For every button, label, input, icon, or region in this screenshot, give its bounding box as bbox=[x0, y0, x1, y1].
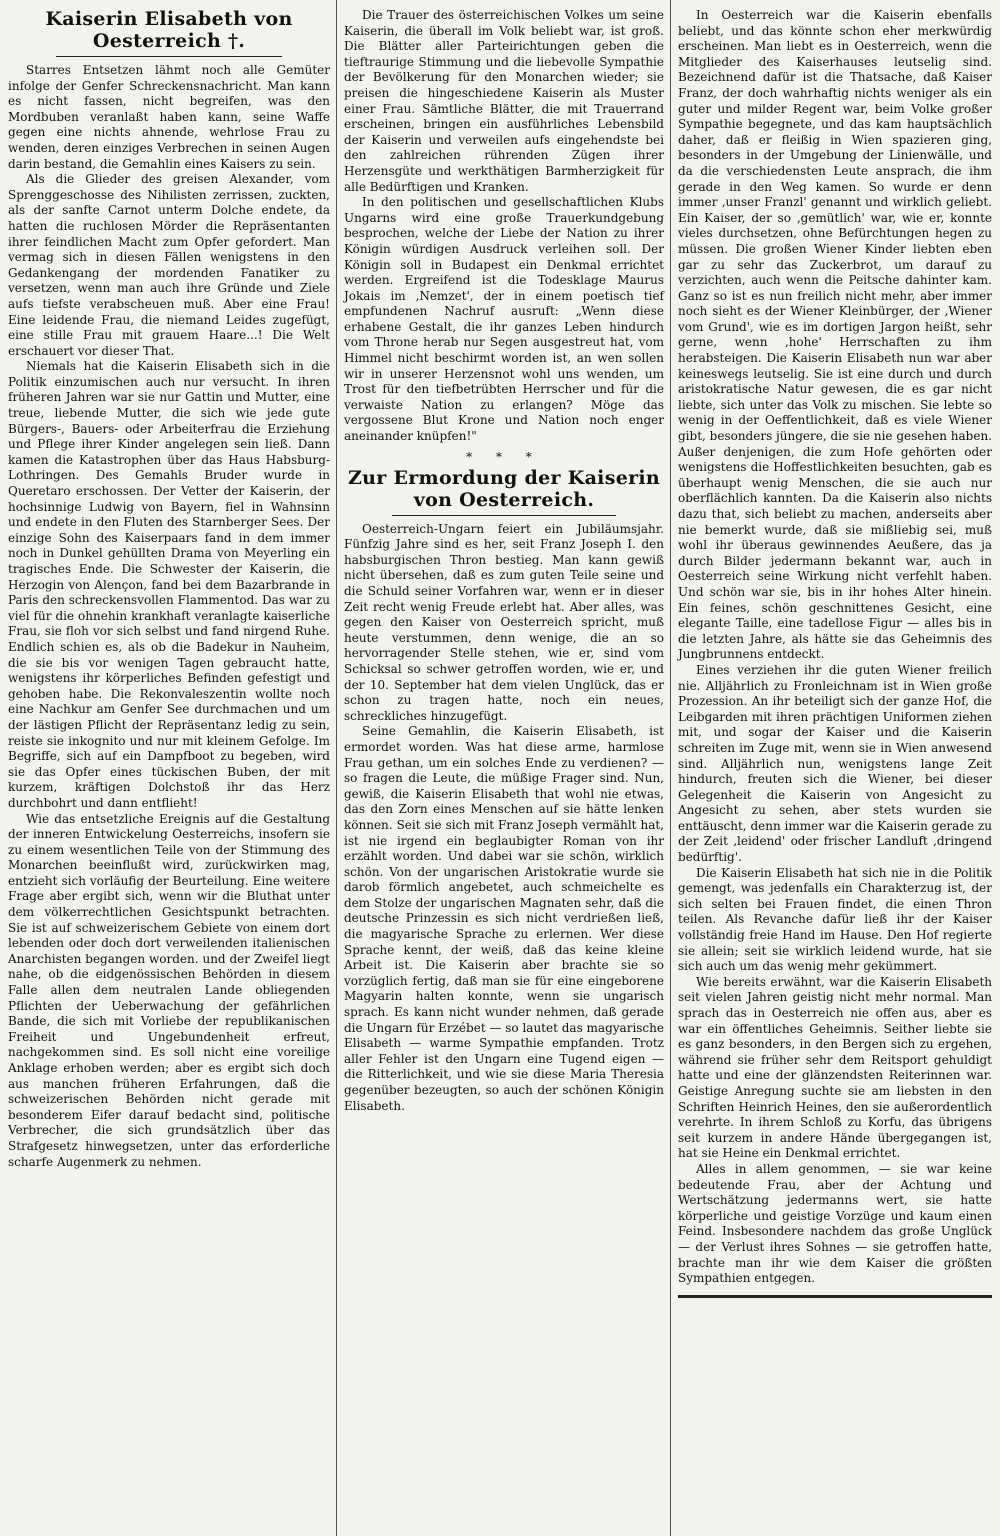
article-1-paragraph: Niemals hat die Kaiserin Elisabeth sich in die Politik einzumischen auch nur versucht. In ihren früheren Jahren war sie nur Gattin und Mutter, eine treue, liebende Mutter, die sich wie jede gute Bürgers-, Bauers- oder Arbeiterfrau die Erziehung und Pflege ihrer Kinder angelegen sein ließ. Dann kamen die Katastrophen über das Haus Habsburg-Lothringen. Des Gemahls Bruder wurde in Queretaro erschossen. Der Vetter der Kaiserin, der hochsinnige Ludwig von Bayern, fiel in Wahnsinn und endete in den Fluten des Starnberger Sees. Der einzige Sohn des Kaiserpaars fand in dem immer noch in Dunkel gehüllten Drama von Meyerling ein tragisches Ende. Die Schwester der Kaiserin, die Herzogin von Alençon, fand bei dem Bazarbrande in Paris den schreckensvollen Flammentod. Das war zu viel für die ohnehin krankhaft veranlagte kaiserliche Frau, sie floh vor sich selbst und fand nirgend Ruhe. Endlich schien es, als ob die Badekur in Nauheim, die sie bis vor wenigen Tagen gebraucht hatte, wenigstens ihr körperliches Befinden gefestigt und gehoben habe. Die Rekonvaleszentin wollte noch eine Nachkur am Genfer See durchmachen und um der lästigen Pflicht der Repräsentanz ledig zu sein, reiste sie inkognito und nur mit kleinem Gefolge. Im Begriffe, sich auf ein Dampfboot zu begeben, wird sie das Opfer eines tückischen Buben, der mit kurzem, kräftigen Dolchstoß ihr das Herz durchbohrt und dann entflieht! bbox=[8, 359, 330, 810]
article-1-paragraph: Wie das entsetzliche Ereignis auf die Gestaltung der inneren Entwickelung Oesterreichs, insofern sie zu einem wesentlichen Teile von der Stimmung des Monarchen beeinflußt wird, zurückwirken mag, entzieht sich vorläufig der Beurteilung. Eine weitere Frage aber ergibt sich, wenn wir die Bluthat unter dem völkerrechtlichen Gesichtspunkt betrachten. Sie ist auf schweizerischem Gebiete von einem dort lebenden oder doch dort verweilenden italienischen Anarchisten begangen worden. und der Zweifel liegt nahe, ob die eidgenössischen Behörden in diesem Falle allen dem neutralen Lande obliegenden Pflichten der Ueberwachung der gefährlichen Bande, die sich mit Vorliebe der republikanischen Freiheit und Ungebundenheit erfreut, nachgekommen sind. Es soll nicht eine voreilige Anklage erhoben werden; aber es ergibt sich doch aus manchen früheren Erfahrungen, daß die schweizerischen Behörden nicht gerade mit besonderem Eifer darauf bedacht sind, politische Verbrecher, die sich grundsätzlich über das Strafgesetz hinwegsetzen, unter das erforderliche scharfe Augenmerk zu nehmen. bbox=[8, 811, 330, 1169]
section-separator: * * * bbox=[466, 449, 542, 464]
article-2-paragraph: In Oesterreich war die Kaiserin ebenfalls beliebt, und das könnte schon eher merkwürdig erscheinen. Man liebt es in Oesterreich, wenn die Mitglieder des Kaiserhauses leutselig sind. Bezeichnend dafür ist die Thatsache, daß Kaiser Franz, der doch wahrhaftig nichts weniger als ein guter und milder Regent war, beim Volke großer Sympathie begegnete, und das kam hauptsächlich daher, daß er fleißig in Wien spazieren ging, besonders in der Umgebung der Linienwälle, und da die verschiedensten Leute ansprach, die ihm gerade in den Weg kamen. So wurde er denn immer ‚unser Franzl' genannt und wirklich geliebt. Ein Kaiser, der so ‚gemütlich' war, wie er, konnte vieles durchsetzen, ohne Befürchtungen hegen zu müssen. Die großen Wiener Kinder liebten eben gar zu sehr das Zuckerbrot, um darauf zu verzichten, auch wenn die Peitsche dahinter kam. Ganz so ist es nun freilich nicht mehr, aber immer noch sieht es der Wiener Kleinbürger, der ‚Wiener vom Grund', wie es im dortigen Jargon heißt, sehr gerne, wenn ‚hohe' Herrschaften zu ihm herabsteigen. Die Kaiserin Elisabeth nun war aber keineswegs leutselig. Sie ist eine durch und durch aristokratische Natur gewesen, die es gar nicht liebte, sich unter das Volk zu mischen. Sie lebte so wenig in der Oeffentlichkeit, daß es viele Wiener gibt, besonders jüngere, die sie nie gesehen haben. Außer denjenigen, die zum Hofe gehörten oder wenigstens die Hoffestlichkeiten besuchten, gab es überhaupt wenig Menschen, die sie auch nur oberflächlich kannten. Da die Kaiserin also nichts dazu that, sich beliebt zu machen, anderseits aber nie bemerkt wurde, daß sie mißliebig sei, muß wohl ihr überaus gewinnendes Aeußere, das ja durch Bilder jedermann bekannt war, auch in Oesterreich seine Wirkung nicht verfehlt haben. Und schön war sie, bis in ihr hohes Alter hinein. Ein feines, schön geschnittenes Gesicht, eine elegante Taille, eine tadellose Figur — alles bis in die letzten Jahre, als hätte sie das Geheimnis des Jungbrunnens entdeckt. bbox=[678, 8, 992, 662]
column-1 bbox=[2, 8, 336, 1532]
article-2-paragraph: Die Kaiserin Elisabeth hat sich nie in die Politik gemengt, was jedenfalls ein Charakterzug ist, der sich selten bei Frauen findet, die einen Thron teilen. Als Revanche dafür ließ ihr der Kaiser vollständig freie Hand im Hause. Den Hof regierte sie allein; seit sie wirklich leidend wurde, hat sie sich auch um das wenig mehr gekümmert. bbox=[678, 865, 992, 974]
title-rule bbox=[56, 56, 281, 57]
article-2-paragraph: Wie bereits erwähnt, war die Kaiserin Elisabeth seit vielen Jahren geistig nicht mehr normal. Man sprach das in Oesterreich nie offen aus, aber es war ein öffentliches Geheimnis. Seither liebte sie es ganz besonders, in den Bergen sich zu ergehen, während sie früher sehr dem Reitsport gehuldigt hatte und eine der glänzendsten Reiterinnen war. Geistige Anregung suchte sie am liebsten in den Schriften Heinrich Heines, den sie außerordentlich verehrte. In ihrem Schloß zu Korfu, das übrigens seit kurzem in andere Hände übergegangen ist, hat sie Heine ein Denkmal errichtet. bbox=[678, 974, 992, 1161]
article-1-paragraph: Die Trauer des österreichischen Volkes um seine Kaiserin, die überall im Volk beliebt war, ist groß. Die Blätter aller Parteirichtungen geben die tieftraurige Stimmung und die liebevolle Sympathie der Bevölkerung für den Monarchen wieder; sie preisen die hingeschiedene Kaiserin als Muster einer Frau. Sämtliche Blätter, die mit Trauerrand erscheinen, bringen ein ausführliches Lebensbild der Kaiserin und verweilen aufs eingehendste bei den zahlreichen rührenden Zügen ihrer Herzensgüte und werkthätigen Barmherzigkeit für alle Bedürftigen und Kranken. bbox=[344, 8, 664, 194]
article-1-title: Kaiserin Elisabeth von Oesterreich †. bbox=[45, 8, 293, 52]
article-2-paragraph: Seine Gemahlin, die Kaiserin Elisabeth, ist ermordet worden. Was hat diese arme, harmlose Frau gethan, um ein solches Ende zu verdienen? — so fragen die Leute, die müßige Frager sind. Nun, gewiß, die Kaiserin Elisabeth that wohl nie etwas, das den Zorn eines Menschen auf sie hätte lenken können. Seit sie sich mit Franz Joseph vermählt hat, ist nie irgend ein beglaubigter Roman von ihr erzählt worden. Und dabei war sie schön, wirklich schön. Von der ungarischen Aristokratie wurde sie darob förmlich angebetet, auch schmeichelte es dem Stolze der ungarischen Magnaten sehr, daß die deutsche Prinzessin es sich nicht verdrießen ließ, die magyarische Sprache zu erlernen. Wer diese Sprache kennt, der weiß, daß das keine kleine Arbeit ist. Die Kaiserin aber brachte sie so vorzüglich fertig, daß man sie für eine eingeborene Magyarin halten konnte, wenn sie ungarisch sprach. Es kann nicht wunder nehmen, daß gerade die Ungarn für Erzébet — so lautet das magyarische Elisabeth — warme Sympathie empfanden. Trotz aller Fehler ist den Ungarn eine Tugend eigen — die Ritterlichkeit, und wie sie diese Maria Theresia gegenüber bezeugten, so auch der schönen Königin Elisabeth. bbox=[344, 724, 664, 1113]
article-1-paragraph: Als die Glieder des greisen Alexander, vom Sprenggeschosse des Nihilisten zerrissen, zuckten, als der sanfte Carnot unterm Dolche endete, da hatten die ruchlosen Mörder die Repräsentanten ihrer feindlichen Macht zum Opfer gefordert. Man vermag sich in diesen Fällen wenigstens in den Gedankengang der mordenden Fanatiker zu versetzen, wenn man auch ihre Gründe und Ziele aufs tiefste verabscheuen muß. Aber eine Frau! Eine leidende Frau, die niemand Leides zugefügt, eine stille Frau mit grauem Haare...! Die Welt erschauert vor dieser That. bbox=[8, 172, 330, 358]
article-2-title: Zur Ermordung der Kaiserin von Oesterreich. bbox=[347, 466, 661, 511]
article-2-paragraph: Oesterreich-Ungarn feiert ein Jubiläumsjahr. Fünfzig Jahre sind es her, seit Franz Joseph I. den habsburgischen Thron bestieg. Man kann gewiß nicht übersehen, daß es zum guten Teile seine und die Schuld seiner Vorfahren war, wenn er in dieser Zeit recht wenig Freude erlebt hat. Aber alles, was gegen den Kaiser von Oesterreich spricht, muß heute verstummen, denn wenige, die an so hervorragender Stelle stehen, wie er, sind vom Schicksal so schwer getroffen worden, wie er, und der 10. September hat dem vielen Unglück, das er schon zu tragen hatte, noch ein neues, schreckliches hinzugefügt. bbox=[344, 521, 664, 723]
article-1-paragraph: Starres Entsetzen lähmt noch alle Gemüter infolge der Genfer Schreckensnachricht. Man kann es nicht fassen, nicht begreifen, was den Mordbuben veranlaßt haben kann, seine Waffe gegen eine nichts ahnende, wehrlose Frau zu wenden, deren einziges Verbrechen in seinen Augen darin bestand, die Gemahlin eines Kaisers zu sein. bbox=[8, 63, 330, 171]
title-rule bbox=[392, 515, 616, 516]
column-rule bbox=[670, 0, 671, 1536]
article-1-paragraph: In den politischen und gesellschaftlichen Klubs Ungarns wird eine große Trauerkundgebung besprochen, welche der Liebe der Nation zu ihrer Königin würdigen Ausdruck verleihen soll. Der Königin soll in Budapest ein Denkmal errichtet werden. Ergreifend ist die Todesklage Maurus Jokais im ‚Nemzet', der in einem poetisch tief empfundenen Nachruf ausruft: „Wenn diese erhabene Gestalt, die ihr ganzes Leben hindurch vom Throne herab nur Segen ausgestreut hat, vom Himmel nicht beschirmt worden ist, an wen sollen wir in unserer Herzensnot wohl uns wenden, um Trost für den tiefbetrübten Herrscher und für die verwaiste Nation zu erlangen? Möge das vergossene Blut Krone und Nation noch enger aneinander knüpfen!" bbox=[344, 195, 664, 444]
article-2-paragraph: Alles in allem genommen, — sie war keine bedeutende Frau, aber der Achtung und Wertschätzung jedermanns wert, sie hatte körperliche und geistige Vorzüge und kaum einen Feind. Insbesondere nachdem das große Unglück — der Verlust ihres Sohnes — sie getroffen hatte, brachte man ihr wie dem Kaiser die größten Sympathien entgegen. bbox=[678, 1161, 992, 1286]
end-rule bbox=[678, 1295, 992, 1298]
column-3 bbox=[672, 8, 998, 1532]
article-2-paragraph: Eines verziehen ihr die guten Wiener freilich nie. Alljährlich zu Fronleichnam ist in Wien große Prozession. An ihr beteiligt sich der ganze Hof, die Leibgarden mit ihren prächtigen Uniformen ziehen mit, und sogar der Kaiser und die Kaiserin schreiten im Zuge mit, wenn sie in Wien anwesend sind. Alljährlich nun, wenigstens lange Zeit hindurch, freuten sich die Wiener, bei dieser Gelegenheit die Kaiserin von Angesicht zu Angesicht zu sehen, aber stets wurden sie enttäuscht, denn immer war die Kaiserin gerade zu der Zeit ‚leidend' oder frischer Landluft ‚dringend bedürftig'. bbox=[678, 662, 992, 865]
column-2 bbox=[338, 8, 670, 1532]
column-rule bbox=[336, 0, 337, 1536]
